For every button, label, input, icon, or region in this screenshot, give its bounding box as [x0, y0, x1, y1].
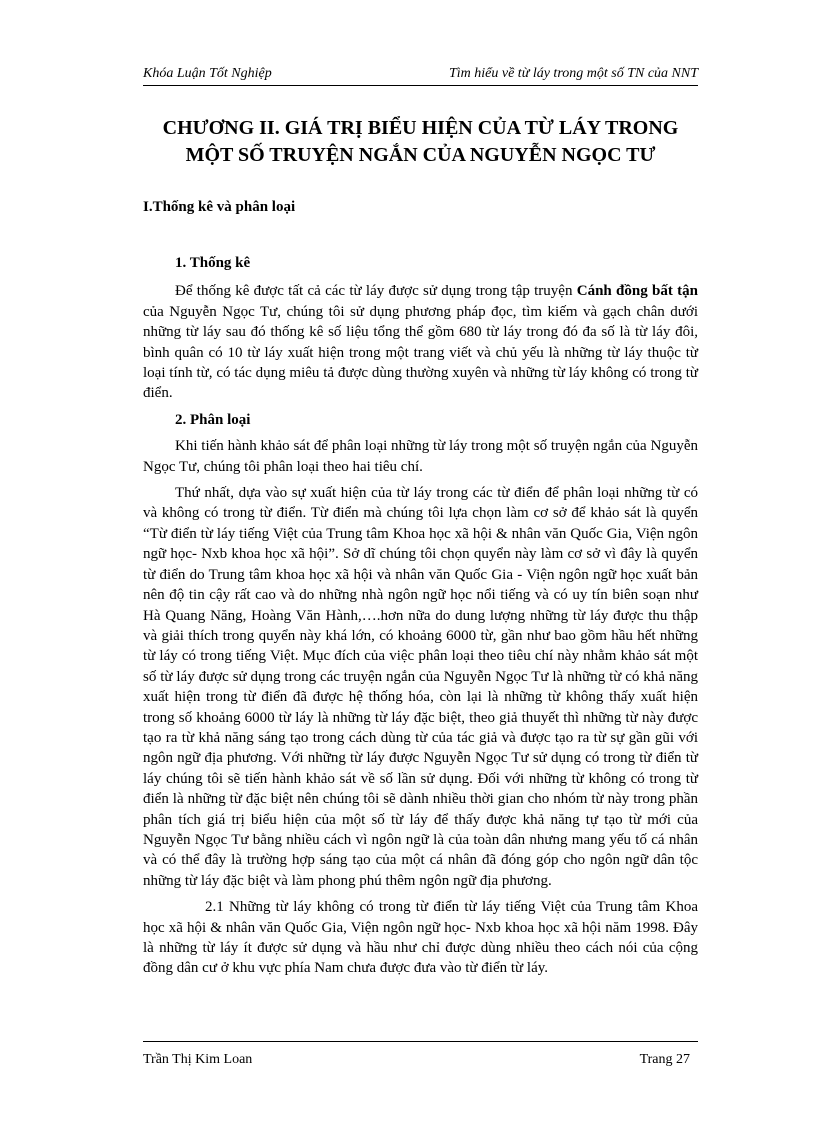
page-number: Trang 27: [639, 1052, 690, 1067]
paragraph-text: của Nguyễn Ngọc Tư, chúng tôi sử dụng phương pháp đọc, tìm kiếm và gạch chân dưới những từ láy sau đó thống kê số liệu tổng thể gồm 680 từ láy trong đó đa số là từ láy đôi, bình quân có 10 từ láy xuất hiện trong một trang viết và chủ yếu là những từ láy thuộc từ loại tính từ, có tác dụng miêu tả được dùng thường xuyên và những từ láy không có trong từ điển.: [143, 303, 698, 402]
paragraph-criterion-one: Thứ nhất, dựa vào sự xuất hiện của từ láy trong các từ điển để phân loại những từ có và không có trong từ điển. Từ điển mà chúng tôi lựa chọn làm cơ sở để khảo sát là quyển “Từ điển từ láy tiếng Việt của Trung tâm Khoa học xã hội & nhân văn Quốc Gia, Viện ngôn ngữ học- Nxb khoa học xã hội”. Sở dĩ chúng tôi chọn quyển này làm cơ sở vì đây là quyển từ điển do Trung tâm khoa học xã hội và nhân văn Quốc Gia - Viện ngôn ngữ học xuất bản nên độ tin cậy rất cao và do những nhà ngôn ngữ học nổi tiếng và có uy tín biên soạn như Hà Quang Năng, Hoàng Văn Hành,….hơn nữa do dung lượng những từ láy được thu thập và giải thích trong quyển này khá lớn, có khoảng 6000 từ, gần như bao gồm hầu hết những từ láy có trong tiếng Việt. Mục đích của việc phân loại theo tiêu chí này nhằm khảo sát một số từ láy được sử dụng trong các truyện ngắn của Nguyễn Ngọc Tư là những từ có khả năng xuất hiện trong từ điển đã được hệ thống hóa, còn lại là những từ không thấy xuất hiện trong số khoảng 6000 từ láy là những từ láy đặc biệt, theo giả thuyết thì những từ này được tạo ra từ khả năng sáng tạo trong cách dùng từ của tác giả và được tạo ra từ sự gần gũi với ngôn ngữ địa phương. Với những từ láy được Nguyễn Ngọc Tư sử dụng có trong từ điển từ láy chúng tôi sẽ tiến hành khảo sát về số lần sử dụng. Đối với những từ không có trong từ điển là những từ đặc biệt nên chúng tôi sẽ dành nhiều thời gian cho nhóm từ này trong phần phân tích giá trị biểu hiện của một số từ láy để thấy được khả năng tự tạo từ mới của Nguyễn Ngọc Tư bằng nhiều cách vì ngôn ngữ là của toàn dân nhưng mang yếu tố cá nhân và có thể đây là trường hợp sáng tạo của một cá nhân đã đóng góp cho ngôn ngữ dân tộc những từ láy đặc biệt và làm phong phú thêm ngôn ngữ địa phương.: [143, 485, 698, 889]
header-left: Khóa Luận Tốt Nghiệp: [143, 66, 272, 81]
chapter-title: [143, 115, 698, 169]
body-text: [143, 253, 698, 979]
chapter-title-line-2: MỘT SỐ TRUYỆN NGẮN CỦA NGUYỄN NGỌC TƯ: [185, 144, 656, 166]
paragraph-classification-intro: Khi tiến hành khảo sát để phân loại những từ láy trong một số truyện ngắn của Nguyễn Ngọc Tư, chúng tôi phân loại theo hai tiêu chí.: [143, 438, 698, 475]
header-right: Tìm hiểu về từ láy trong một số TN của NNT: [448, 66, 698, 81]
paragraph-text: Để thống kê được tất cả các từ láy được sử dụng trong tập truyện: [175, 283, 577, 300]
chapter-title-line-1: CHƯƠNG II. GIÁ TRỊ BIỂU HIỆN CỦA TỪ LÁY TRONG: [162, 117, 679, 139]
page-header: [143, 60, 698, 86]
subsection-heading-2: 2. Phân loại: [175, 411, 251, 428]
paragraph-statistics: [143, 281, 698, 403]
footer-author: Trần Thị Kim Loan: [143, 1052, 253, 1067]
page-footer: [143, 1041, 698, 1068]
subsection-heading-1: 1. Thống kê: [175, 255, 251, 271]
section-heading: I.Thống kê và phân loại: [143, 199, 296, 215]
book-title: Cánh đồng bất tận: [576, 283, 698, 300]
paragraph-2-1: 2.1 Những từ láy không có trong từ điển từ láy tiếng Việt của Trung tâm Khoa học xã hội & nhân văn Quốc Gia, Viện ngôn ngữ học- Nxb khoa học xã hội năm 1998. Đây là những từ láy ít được sử dụng và hầu như chỉ được dùng nhiều theo cách nói của cộng đồng dân cư ở khu vực phía Nam chưa được đưa vào từ điển từ láy.: [143, 899, 698, 977]
